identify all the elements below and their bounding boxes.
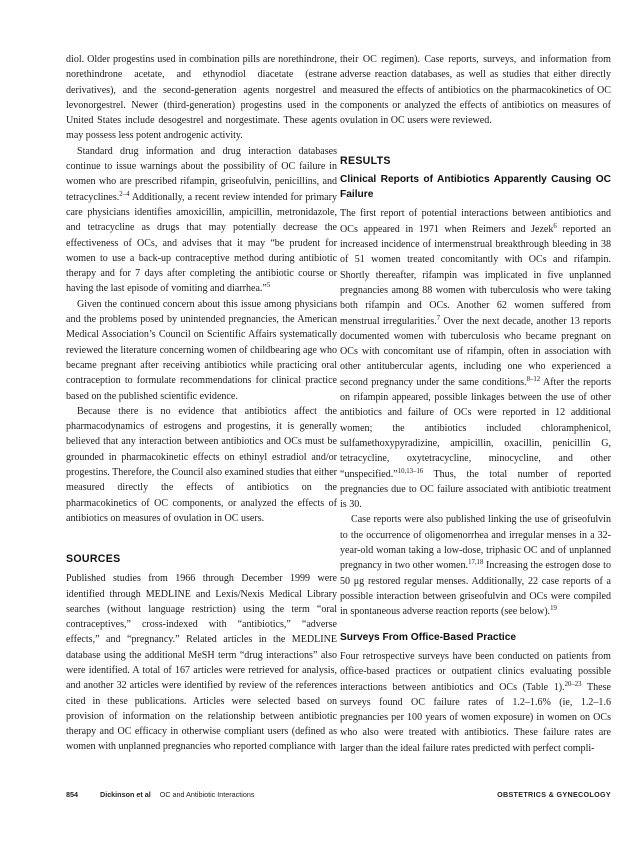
sources-heading: SOURCES xyxy=(66,553,121,566)
citation-ref: 10,13–16 xyxy=(397,467,424,475)
citation-ref: 7 xyxy=(436,314,441,322)
paragraph xyxy=(340,206,611,512)
paragraph-text: reported an increased incidence of intermenstrual breakthrough bleeding in 38 of 51 women treated concomitantly with OCs and rifampin. Shortly thereafter, rifampin was implicated in five unplanned pregnancies among 88 women with tuberculosis who were taking both rifampin and OCs. Another 62 women suffered from menstrual irregularities. xyxy=(340,223,611,327)
paragraph xyxy=(340,512,611,619)
citation-ref: 8–12 xyxy=(526,375,541,383)
subsection-heading: Clinical Reports of Antibiotics Apparently Causing OC Failure xyxy=(340,174,611,200)
paragraph-text: Additionally, a recent review intended for primary care physicians identifies amoxicillin, ampicillin, metronidazole, and tetracycline as drugs that may potentially decrease the effectiveness of OCs, and advises that it may “be prudent for women to use a back-up contraceptive method during antibiotic therapy and for 7 days after completing the antibiotic course or having the last episode of vomiting and diarrhea.” xyxy=(66,191,337,295)
citation-ref: 6 xyxy=(553,222,557,230)
paragraph-text: After the reports on rifampin appeared, possible linkages between the use of other antibiotics and failure of OCs were reported in 12 additional women; the antibiotics included chloramphenicol, sulfamethoxypyradizine, ampicillin, oxacillin, penicillin G, tetracycline, oxytetracycline, minocycline, and other “unspecified.” xyxy=(340,376,611,480)
paragraph-text: Increasing the estrogen dose to 50 μg restored regular menses. Additionally, 22 case reports of a possible interaction between griseofulvin and OCs were compiled in spontaneous adverse reaction reports (see below). xyxy=(340,560,611,618)
paragraph-text: Given the continued concern about this issue among physicians and the problems posed by unintended pregnancies, the American Medical Association’s Council on Scientific Affairs systematically reviewed the literature concerning women of childbearing age who became pregnant after receiving antibiotics while practicing oral contraception to formulate recommendations for clinical practice based on the published scientific evidence. xyxy=(66,298,337,402)
paragraph-text: The first report of potential interactions between antibiotics and OCs appeared in 1971 when Reimers and Jezek xyxy=(340,208,611,235)
paragraph-text: Over the next decade, another 13 reports documented women with tuberculosis who became pregnant on OCs with concomitant use of rifampin, often in association with other antitubercular agents, including one who experienced a second pregnancy under the same conditions. xyxy=(340,315,611,388)
page-number: 854 xyxy=(66,790,78,799)
paragraph-text: Case reports were also published linking the use of griseofulvin to the occurrence of oligomenorrhea and irregular menses in a 32-year-old woman taking a low-dose, triphasic OC and of unplanned pregnancy in two other women. xyxy=(340,514,611,572)
citation-ref: 20–23 xyxy=(564,680,582,688)
paragraph xyxy=(340,649,611,756)
paragraph-text: Standard drug information and drug interaction databases continue to issue warnings about the possibility of OC failure in women who are prescribed rifampin, griseofulvin, penicillins, and tetracyclines. xyxy=(66,145,337,203)
paragraph-text: These surveys found OC failure rates of 1.2–1.6% (ie, 1.2–1.6 pregnancies per 100 years of women exposure) in women on OCs who also were treated with antibiotics. These failure rates are larger than the ideal failure rates predicted with perfect compli- xyxy=(340,681,611,754)
paragraph-text: diol. Older progestins used in combination pills are norethindrone, norethindrone acetate, and ethynodiol diacetate (estrane derivatives), and the second-generation agents norgestrel and levonorgestrel. Newer (third-generation) progestins used in the United States include desogestrel and norgestimate. These agents may possess less potent androgenic activity. xyxy=(66,54,337,142)
results-heading: RESULTS xyxy=(340,155,391,168)
subsection-heading: Surveys From Office-Based Practice xyxy=(340,631,517,643)
paragraph-text: Four retrospective surveys have been conducted on patients from office-based practices or outpatient clinics evaluating possible interactions between antibiotics and OCs (Table 1). xyxy=(340,651,611,693)
paragraph xyxy=(340,52,611,128)
journal-name: OBSTETRICS & GYNECOLOGY xyxy=(497,790,611,799)
citation-ref: 17,18 xyxy=(468,559,484,567)
footer-authors: Dickinson et al xyxy=(100,790,151,799)
paragraph xyxy=(66,571,337,755)
citation-ref: 5 xyxy=(266,282,271,290)
paragraph xyxy=(66,404,337,526)
paragraph-text: Because there is no evidence that antibiotics affect the pharmacodynamics of estrogens and progestins, it is generally believed that any interaction between antibiotics and OCs must be grounded in pharmacokinetic effects on ethinyl estradiol and/or progestins. Therefore, the Council also examined studies that either measured directly the effects of antibiotics on the pharmacokinetics of OC components, or analyzed the effects of antibiotics on measures of ovulation in OC users. xyxy=(66,405,338,524)
citation-ref: 2–4 xyxy=(119,190,130,198)
paragraph xyxy=(66,52,337,144)
paragraph-text: their OC regimen). Case reports, surveys, and information from adverse reaction databases, as well as studies that either directly measured the effects of antibiotics on the pharmacokinetics of OC components or analyzed the effects of antibiotics on measures of ovulation in OC users were reviewed. xyxy=(340,54,611,127)
left-column xyxy=(66,52,337,755)
paragraph xyxy=(66,144,337,297)
paragraph-text: Thus, the total number of reported pregnancies due to OC failure associated with antibiotic treatment is 30. xyxy=(340,468,611,511)
citation-ref: 19 xyxy=(550,605,557,613)
running-title: OC and Antibiotic Interactions xyxy=(159,790,255,799)
paragraph-text: Published studies from 1966 through December 1999 were identified through MEDLINE and Lexis/Nexis Medical Library searches (without language restriction) using the term “oral contraceptives,” cross-indexed with “antibiotics,” “adverse effects,” and “pregnancy.” Related articles in the MEDLINE database using the additional MeSH term “drug interactions” also were identified. A total of 167 articles were retrieved for analysis, and another 32 articles were identified by review of the references cited in these publications. Articles were selected based on provision of information on the relationship between antibiotic therapy and OC efficacy in otherwise compliant users (defined as women with unplanned pregnancies who reported compliance with xyxy=(66,573,337,753)
paragraph xyxy=(66,297,337,404)
page-footer xyxy=(66,790,611,802)
right-column xyxy=(340,52,611,756)
